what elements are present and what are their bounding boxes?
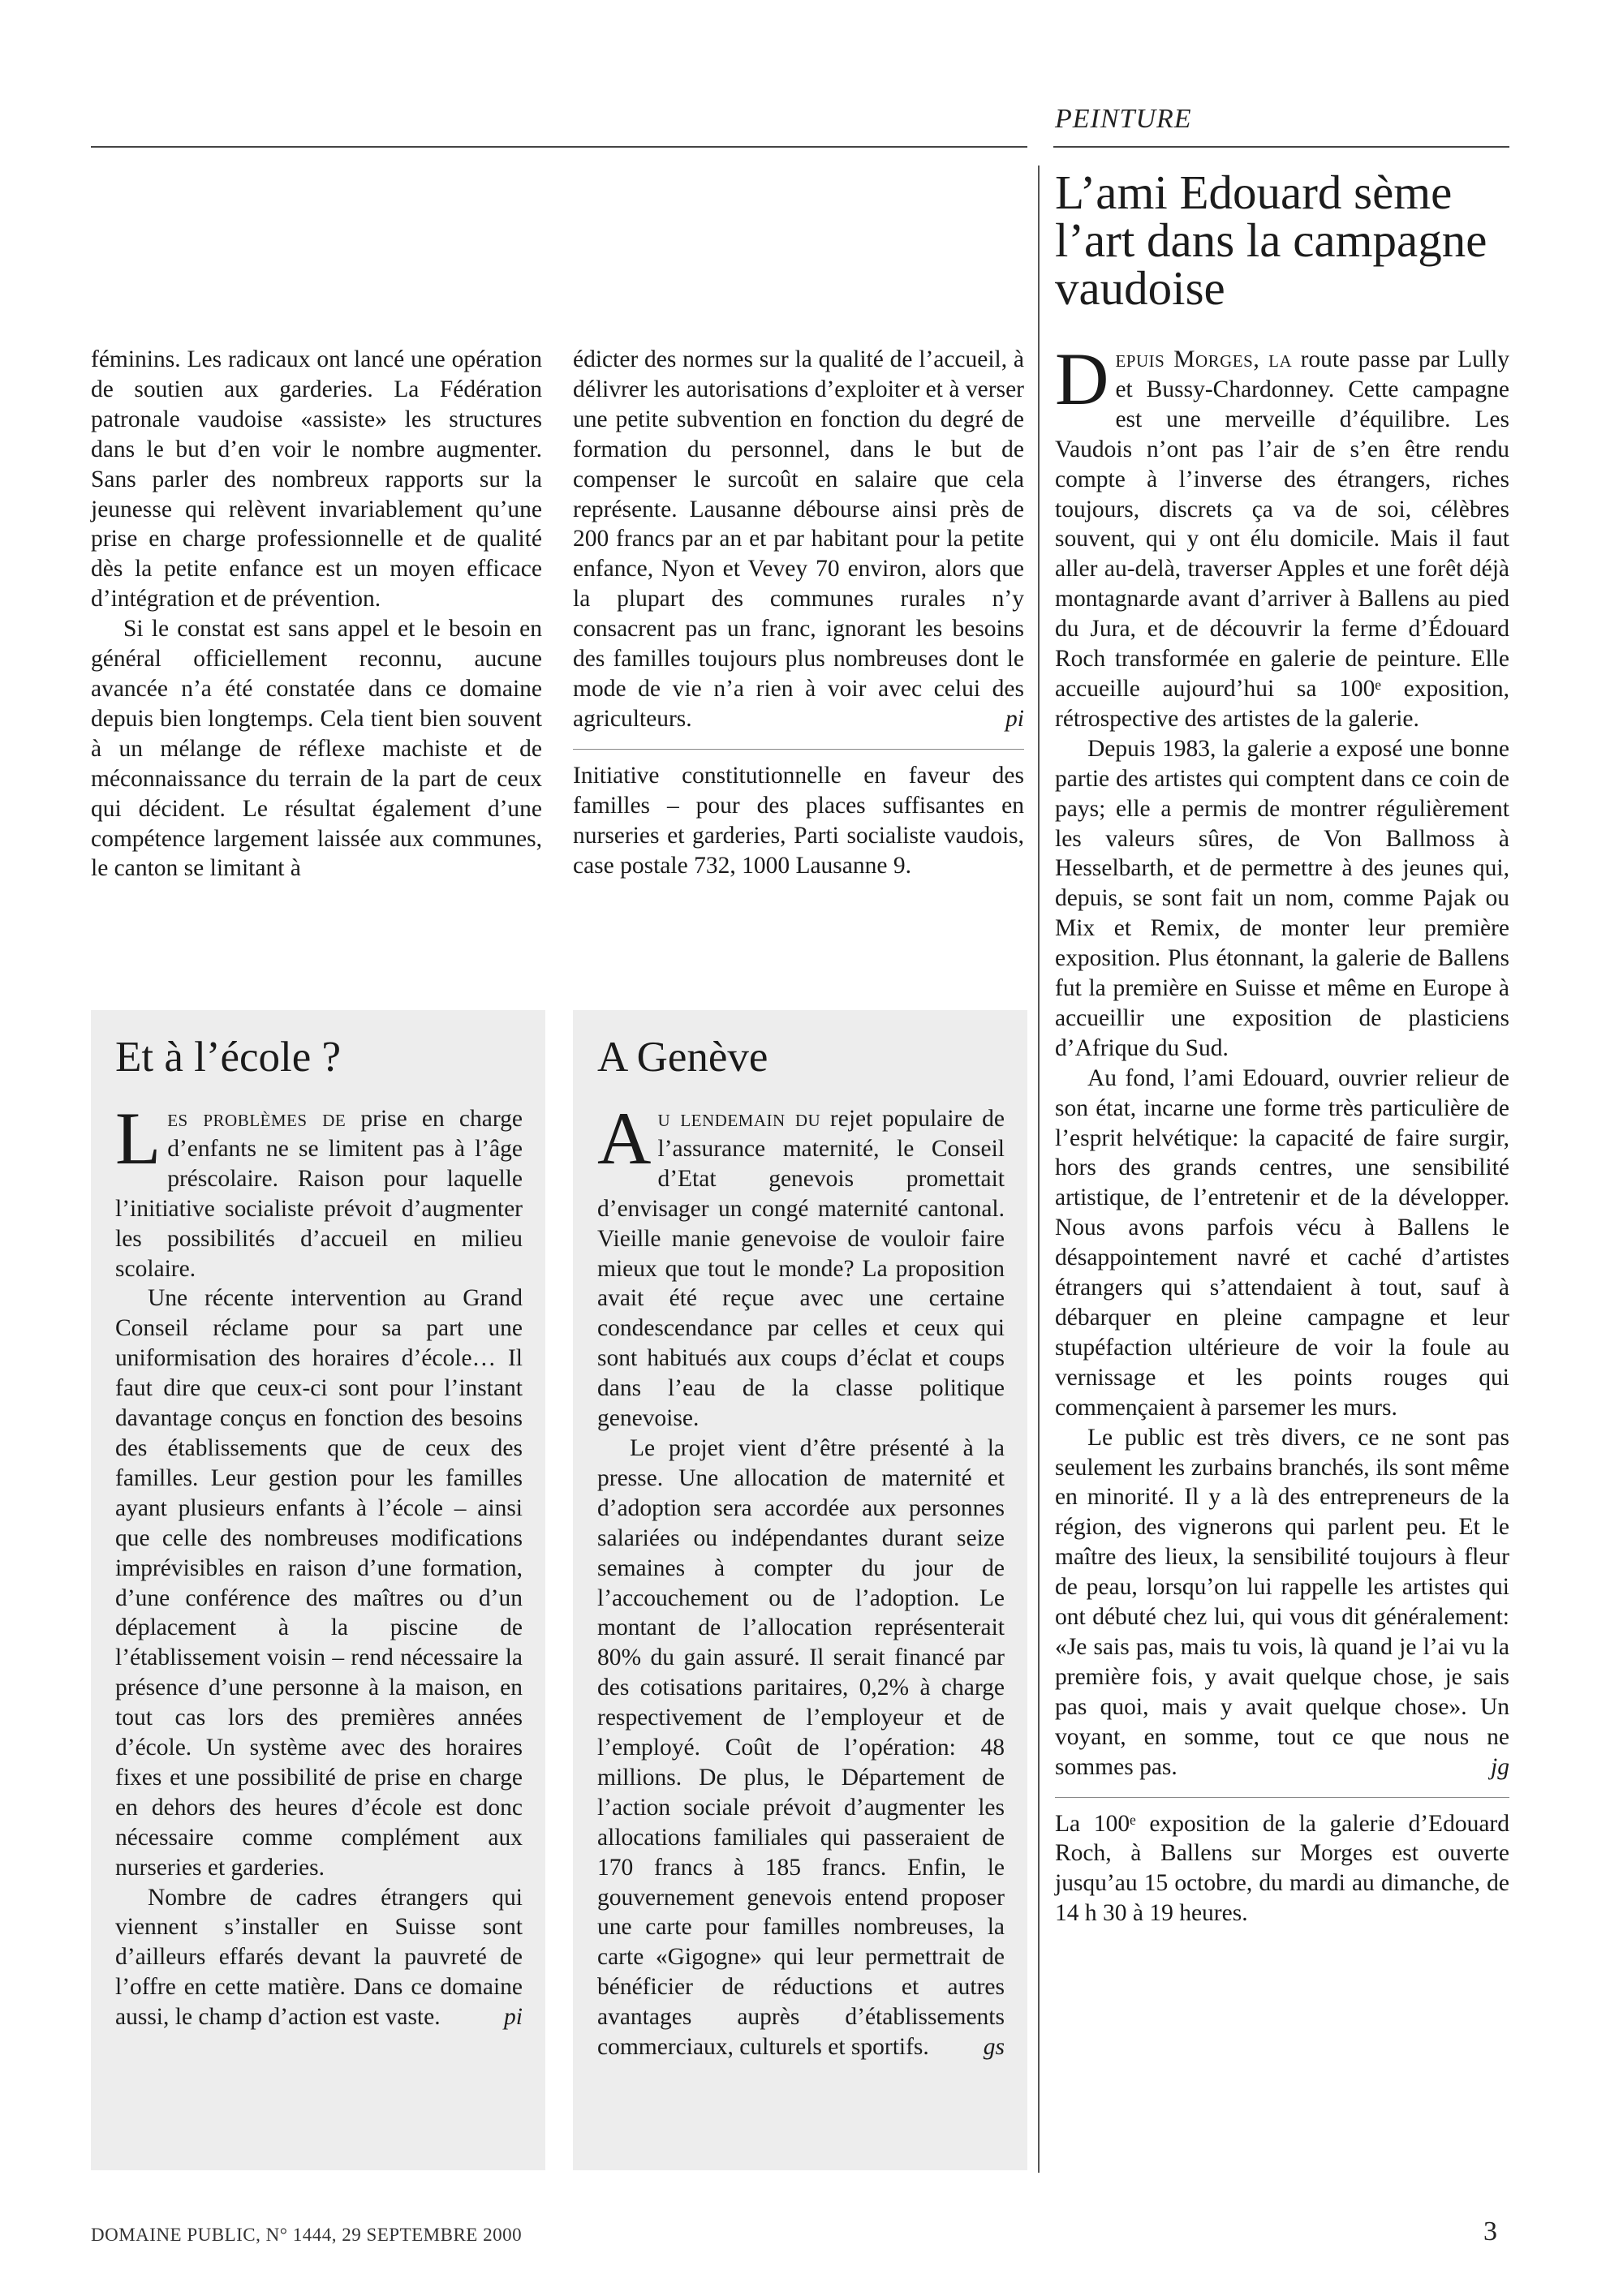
col2-info-note: Initiative constitutionnelle en faveur des familles – pour des places suffisantes en nurseries et garderies, Parti socialiste vaudois, case postale 732, 1000 Lausanne 9. xyxy=(573,749,1024,881)
box-ecole-paragraph-3: Nombre de cadres étrangers qui viennent s’installer en Suisse sont d’ailleurs effarés devant la pauvreté de l’offre en cette matière. Dans ce domaine aussi, le champ d’action est vaste. pi xyxy=(115,1883,523,2033)
box-ecole-lead: Les problèmes de prise en charge d’enfants ne se limitent pas à l’âge préscolaire. Raison pour laquelle l’initiative socialiste prévoit d’augmenter les possibilités d’accueil en milieu scolaire. xyxy=(115,1097,523,1282)
page-number: 3 xyxy=(1483,2216,1497,2247)
article-body xyxy=(1055,338,1510,1928)
box-geneve-signature: gs xyxy=(983,2034,1005,2061)
box-ecole-title: Et à l’école ? xyxy=(115,1034,342,1081)
col2-paragraph-1: édicter des normes sur la qualité de l’accueil, à délivrer les autorisations d’exploiter et à verser une petite subvention en fonction du degré de formation du personnel, dans le but de compenser le surcoût en salaire que cela représente. Lausanne débourse ainsi près de 200 francs par an et par habitant pour la petite enfance, Nyon et Vevey 70 environ, alors que la plupart des communes rurales n’y consacrent pas un franc, ignorant les besoins des familles toujours plus nombreuses dont le mode de vie n’a rien à voir avec celui des agriculteurs. pi xyxy=(573,345,1024,734)
article-headline: L’ami Edouard sème l’art dans la campagne vaudoise xyxy=(1055,166,1487,315)
article-paragraph-4: Le public est très divers, ce ne sont pas seulement les zurbains branchés, ils sont même en minorité. Il y a là des entrepreneurs de la région, des vignerons qui parlent peu. Et le maître des lieux, la sensibilité toujours à fleur de peau, lorsqu’on lui rappelle les artistes qui ont débuté chez lui, qui vous dit généralement: «Je sais pas, mais tu vois, là quand je l’ai vu la première fois, y avait quelque chose, je sais pas quoi, mais y avait quelque chose». Un voyant, en somme, tout ce que nous ne sommes pas. jg xyxy=(1055,1423,1509,1782)
article-signature: jg xyxy=(1491,1753,1509,1780)
col1-paragraph-2: Si le constat est sans appel et le besoin en général officiellement reconnu, aucune avancée n’a été constatée dans ce domaine depuis bien longtemps. Cela tient bien souvent à un mélange de réflexe machiste et de méconnaissance du terrain de la part de ceux qui décident. Le résultat également d’une compétence largement laissée aux communes, le canton se limitant à xyxy=(91,616,542,882)
box-geneve-paragraph-2: Le projet vient d’être présenté à la presse. Une allocation de maternité et d’adoption sera accordée aux personnes salariées ou indépendantes durant seize semaines à compter du jour de l’accouchement ou de l’adoption. Le montant de l’allocation représenterait 80% du gain assuré. Il serait financé par des cotisations paritaires, 0,2% à charge respectivement de l’employeur et de l’employé. Coût de l’opération: 48 millions. De plus, le Département de l’action sociale prévoit d’augmenter les allocations familiales qui passeraient de 170 francs à 185 francs. Enfin, le gouvernement genevois entend proposer une carte pour familles nombreuses, la carte «Gigogne» qui leur permettrait de bénéficier de réductions et autres avantages auprès d’établissements commerciaux, culturels et sportifs. gs xyxy=(597,1434,1005,2062)
box-geneve-dropcap: A xyxy=(597,1097,652,1180)
box-ecole-signature: pi xyxy=(504,2004,523,2031)
col2-signature: pi xyxy=(1005,705,1024,732)
box-geneve-lead: Au lendemain du rejet populaire de l’assurance maternité, le Conseil d’Etat genevois promettait d’envisager un congé maternité cantonal. Vieille manie genevoise de vouloir faire mieux que tout le monde? La proposition avait été reçue avec une certaine condescendance par celles et ceux qui sont habitués aux coups d’éclat et coups dans l’eau de la classe politique genevoise. xyxy=(597,1097,1005,1432)
sidebar-box-ecole xyxy=(91,1010,545,2170)
column-2-text xyxy=(573,345,1024,880)
article-dropcap: D xyxy=(1055,338,1109,420)
col1-paragraph-1: féminins. Les radicaux ont lancé une opération de soutien aux garderies. La Fédération patronale vaudoise «assiste» les structures dans le but d’en voir le nombre augmenter. Sans parler des nombreux rapports sur la jeunesse qui relèvent invariablement qu’une prise en charge professionnelle et de qualité dès la petite enfance est un moyen efficace d’intégration et de prévention. xyxy=(91,346,542,613)
box-ecole-paragraph-2: Une récente intervention au Grand Conseil réclame pour sa part une uniformisation des horaires d’école… Il faut dire que ceux-ci sont pour l’instant davantage conçus en fonction des besoins des établissements que de ceux des familles. Leur gestion pour les familles ayant plusieurs enfants à l’école – ainsi que celle des nombreuses modifications imprévisibles en raison d’une formation, d’une conférence des maîtres ou d’un déplacement à la piscine de l’établissement voisin – rend nécessaire la présence d’une personne à la maison, en tout cas lors des premières années d’école. Un système avec des horaires fixes et une possibilité de prise en charge en dehors des heures d’école est donc nécessaire comme complément aux nurseries et garderies. xyxy=(115,1285,523,1881)
article-paragraph-2: Depuis 1983, la galerie a exposé une bonne partie des artistes qui comptent dans ce coin de pays; elle a permis de montrer régulièrement les valeurs sûres, de Von Ballmoss à Hesselbarth, et de permettre à des jeunes qui, depuis, se sont fait un nom, comme Pajak ou Mix et Remix, de monter leur première exposition. Plus étonnant, la galerie de Ballens fut la première en Suisse et même en Europe à accueillir une exposition de plasticiens d’Afrique du Sud. xyxy=(1055,735,1509,1061)
article-info-note: La 100ᵉ exposition de la galerie d’Edouard Roch, à Ballens sur Morges est ouverte jusqu’au 15 octobre, du mardi au dimanche, de 14 h 30 à 19 heures. xyxy=(1055,1797,1509,1929)
article-lead: Depuis Morges, la route passe par Lully et Bussy-Chardonney. Cette campagne est une merveille d’équilibre. Les Vaudois n’ont pas l’air de s’en être rendu compte à l’inverse des étrangers, riches toujours, discrets ça va de soi, célèbres souvent, qui y ont élu domicile. Mais il faut aller au-delà, traverser Apples et une forêt déjà montagnarde avant d’arriver à Ballens au pied du Jura, et de découvrir la ferme d’Édouard Roch transformée en galerie de peinture. Elle accueille aujourd’hui sa 100ᵉ exposition, rétrospective des artistes de la galerie. xyxy=(1055,338,1510,732)
box-ecole-dropcap: L xyxy=(115,1097,161,1180)
column-1-text xyxy=(91,345,542,884)
section-label: PEINTURE xyxy=(1055,104,1192,134)
box-geneve-title: A Genève xyxy=(597,1034,768,1081)
column-divider xyxy=(1038,166,1040,2173)
article-paragraph-3: Au fond, l’ami Edouard, ouvrier relieur de son état, incarne une forme très particulière de l’esprit helvétique: la capacité de faire surgir, hors des grands centres, une sensibilité artistique, de l’entretenir et de la développer. Nous avons parfois vécu à Ballens le désappointement navré et caché d’artistes étrangers qui s’attendaient à tout, sauf à débarquer en pleine campagne et leur stupéfaction ultérieure de voir la foule au vernissage et les points rouges qui commençaient à parsemer les murs. xyxy=(1055,1064,1509,1421)
top-rule-right xyxy=(1053,146,1509,148)
sidebar-box-geneve xyxy=(573,1010,1027,2170)
footer-publication: DOMAINE PUBLIC, N° 1444, 29 SEPTEMBRE 2000 xyxy=(91,2225,523,2245)
top-rule-left xyxy=(91,146,1027,148)
